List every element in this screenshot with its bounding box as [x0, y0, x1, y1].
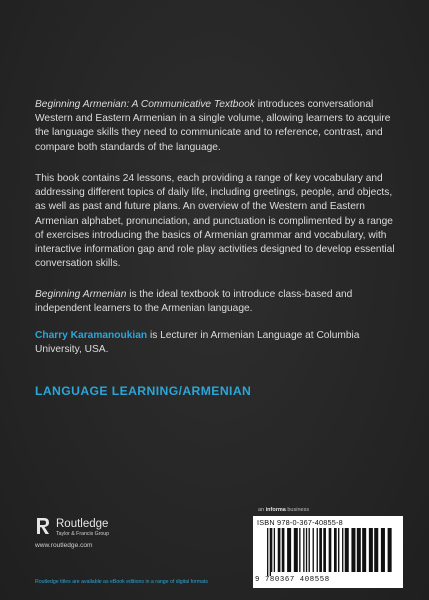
barcode-bar — [362, 528, 366, 572]
barcode-bar — [357, 528, 361, 572]
barcode-bar — [274, 528, 275, 572]
barcode-bar — [388, 528, 392, 572]
informa-business-tag — [258, 507, 309, 513]
barcode-bar — [334, 528, 337, 572]
book-title-short-italic: Beginning Armenian — [35, 289, 127, 300]
description-paragraph-1 — [35, 98, 403, 155]
barcode-bar — [303, 528, 304, 572]
barcode-bar — [338, 528, 339, 572]
informa-prefix: an — [258, 507, 266, 513]
barcode-bar — [323, 528, 326, 572]
barcode-guard-bar — [270, 528, 271, 576]
description-text-3: is the ideal textbook to introduce class-based and independent learners to the Armenian language. — [35, 289, 353, 315]
barcode-bar — [351, 528, 355, 572]
barcode-bar — [319, 528, 322, 572]
publisher-name: Routledge — [56, 518, 109, 530]
informa-brand: informa — [265, 507, 286, 513]
barcode-bar — [294, 528, 298, 572]
barcode-bar — [309, 528, 310, 572]
description-paragraph-3 — [35, 288, 403, 316]
barcode-bars — [267, 528, 397, 576]
barcode-bar — [299, 528, 300, 572]
ebook-footer-note: Routledge titles are available as eBook editions in a range of digital formats — [35, 579, 209, 585]
barcode-bar — [329, 528, 332, 572]
barcode-bar — [342, 528, 343, 572]
informa-suffix: business — [285, 507, 310, 513]
barcode-bar — [313, 528, 314, 572]
barcode-bar — [282, 528, 285, 572]
isbn-label: ISBN 978-0-367-40855-8 — [257, 518, 343, 527]
author-bio: is Lecturer in Armenian Language at Columbia University, USA. — [35, 330, 360, 356]
barcode-bar — [317, 528, 318, 572]
barcode-bar — [369, 528, 373, 572]
author-paragraph — [35, 329, 403, 357]
barcode-bar — [271, 528, 272, 572]
publisher-website: www.routledge.com — [35, 542, 93, 549]
barcode-bar — [287, 528, 291, 572]
barcode-bar — [345, 528, 349, 572]
barcode-bar — [381, 528, 385, 572]
publisher-group: Taylor & Francis Group — [56, 531, 110, 537]
book-title-italic: Beginning Armenian: A Communicative Textbook — [35, 99, 255, 110]
barcode-bar — [306, 528, 307, 572]
isbn-barcode — [253, 516, 403, 588]
barcode-guard-bar — [267, 528, 268, 576]
description-paragraph-2: This book contains 24 lessons, each providing a range of key vocabulary and addressing different topics of daily life, including greetings, people, and objects, as well as past and future plans. An overview of the Western and Eastern Armenian alphabet, pronunciation, and punctuation is complimented by a range of exercises introducing the basics of Armenian grammar and vocabulary, with interactive information gap and role play activities designed to develop essential conversation skills. — [35, 173, 395, 270]
subject-category-label: LANGUAGE LEARNING/ARMENIAN — [35, 384, 252, 398]
description-text-1: introduces conversational Western and Eastern Armenian in a single volume, allowing learners to acquire the language skills they need to communicate and to reference, contrast, and compare both standards of the language. — [35, 99, 391, 153]
barcode-bar — [278, 528, 281, 572]
barcode-digits: 9 780367 408558 — [255, 576, 330, 584]
barcode-bar — [374, 528, 378, 572]
author-name: Charry Karamanoukian — [35, 330, 148, 341]
routledge-logo-icon — [35, 517, 51, 535]
